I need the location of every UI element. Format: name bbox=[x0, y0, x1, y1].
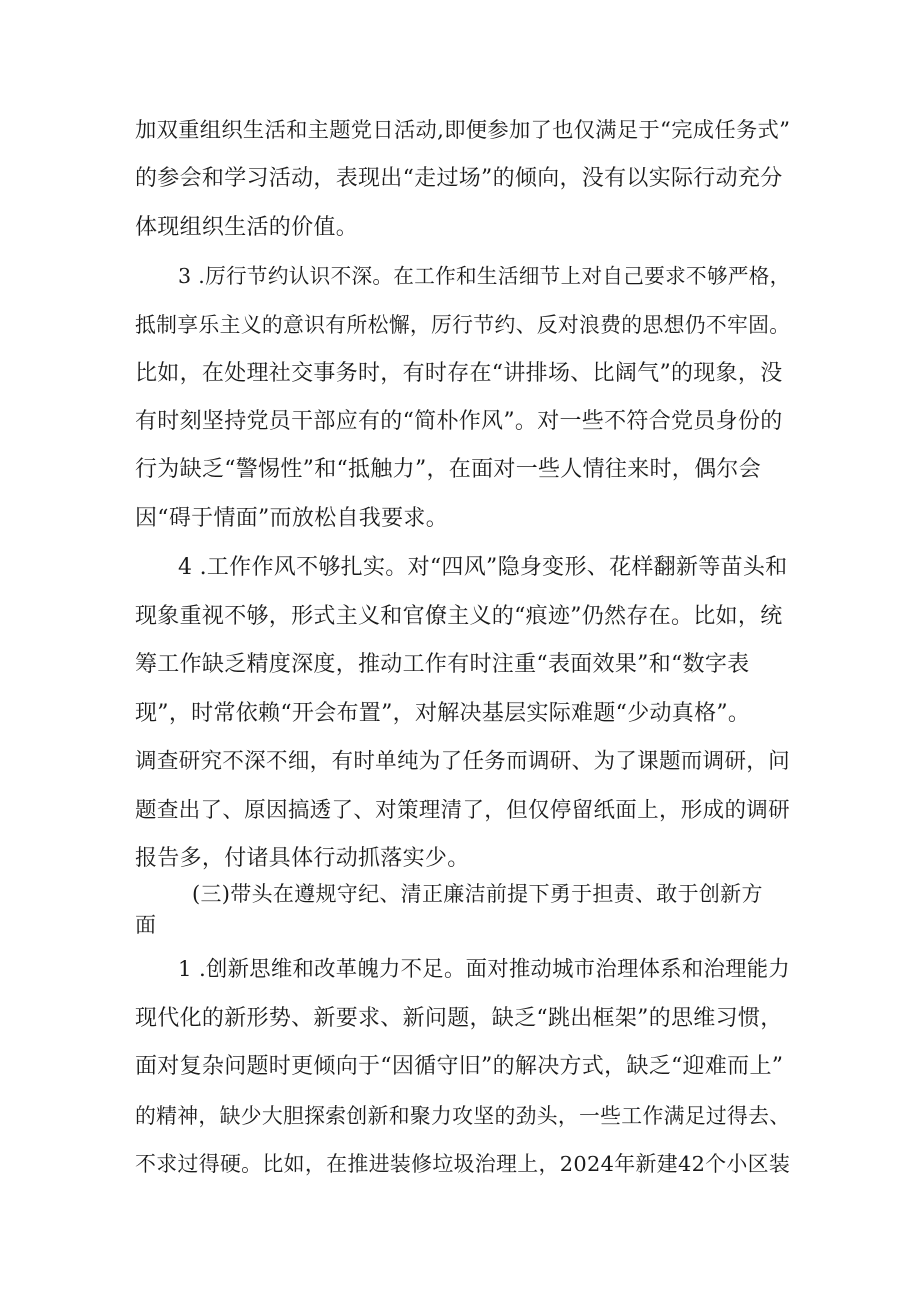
text-line: 面对复杂问题时更倾向于“因循守旧”的解决方式，缺乏“迎难而上” bbox=[135, 1054, 784, 1079]
text-line: 体现组织生活的价值。 bbox=[135, 215, 359, 240]
text-line: 现象重视不够，形式主义和官僚主义的“痕迹”仍然存在。比如，统 bbox=[135, 604, 783, 629]
text-line: 比如，在处理社交事务时，有时存在“讲排场、比阔气”的现象，没 bbox=[135, 361, 783, 386]
text-line: 1 .创新思维和改革魄力不足。面对推动城市治理体系和治理能力 bbox=[178, 957, 790, 982]
text-line: 调查研究不深不细，有时单纯为了任务而调研、为了课题而调研，问 bbox=[135, 749, 790, 774]
text-line: 筹工作缺乏精度深度，推动工作有时注重“表面效果”和“数字表 bbox=[135, 652, 750, 677]
text-line: 3 .厉行节约认识不深。在工作和生活细节上对自己要求不够严格， bbox=[178, 264, 791, 288]
text-line: 的参会和学习活动，表现出“走过场”的倾向，没有以实际行动充分 bbox=[135, 166, 783, 191]
text-line: 4 .工作作风不够扎实。对“四风”隐身变形、花样翻新等苗头和 bbox=[178, 555, 788, 580]
text-line: 现”，时常依赖“开会布置”，对解决基层实际难题“少动真格”。 bbox=[135, 701, 751, 726]
text-line: 报告多，付诸具体行动抓落实少。 bbox=[135, 846, 470, 871]
text-line: 行为缺乏“警惕性”和“抵触力”，在面对一些人情往来时，偶尔会 bbox=[135, 457, 761, 482]
text-line: 因“碍于情面”而放松自我要求。 bbox=[135, 506, 448, 531]
section-heading-cont: 面 bbox=[135, 913, 157, 937]
text-line: 加双重组织生活和主题党日活动,即便参加了也仅满足于“完成任务式” bbox=[135, 118, 791, 143]
section-heading: (三)带头在遵规守纪、清正廉洁前提下勇于担责、敢于创新方 bbox=[192, 882, 763, 906]
text-line: 不求过得硬。比如，在推进装修垃圾治理上，2024年新建42个小区装 bbox=[135, 1152, 791, 1176]
text-line: 题查出了、原因搞透了、对策理清了，但仅停留纸面上，形成的调研 bbox=[135, 798, 790, 823]
text-line: 有时刻坚持党员干部应有的“简朴作风”。对一些不符合党员身份的 bbox=[135, 409, 783, 434]
text-line: 现代化的新形势、新要求、新问题，缺乏“跳出框架”的思维习惯， bbox=[135, 1006, 783, 1031]
text-line: 的精神，缺少大胆探索创新和聚力攻坚的劲头，一些工作满足过得去、 bbox=[135, 1104, 791, 1128]
text-line: 抵制享乐主义的意识有所松懈，厉行节约、反对浪费的思想仍不牢固。 bbox=[135, 313, 791, 337]
